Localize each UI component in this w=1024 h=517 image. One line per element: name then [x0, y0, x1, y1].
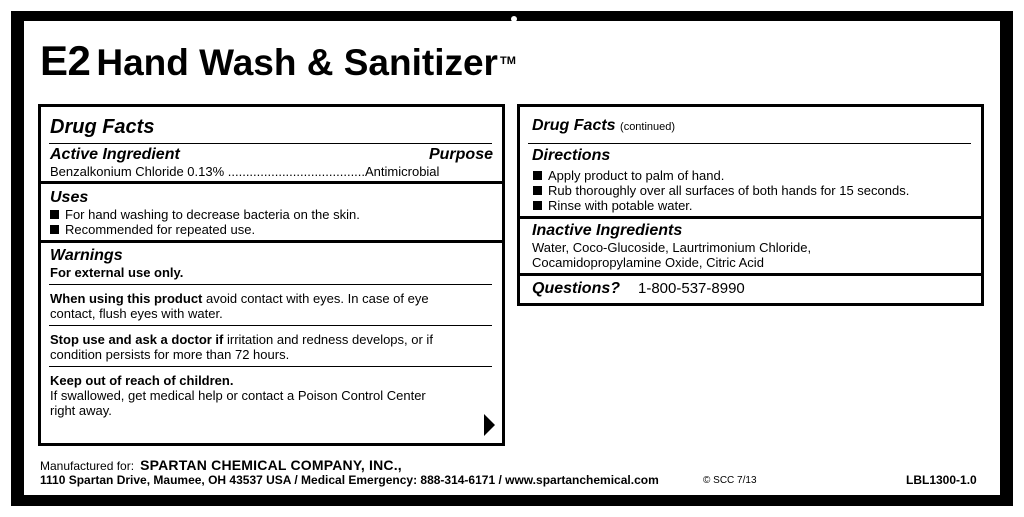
trademark-symbol: TM: [499, 55, 516, 67]
drug-facts-continued-panel: [517, 104, 984, 306]
brand-name: E2: [40, 37, 91, 84]
swallowed-warning: If swallowed, get medical help or contact a Poison Control Center: [50, 388, 426, 403]
bullet-icon: [50, 225, 59, 234]
when-using-warning: When using this product avoid contact with eyes. In case of eye: [50, 291, 429, 306]
product-name: Hand Wash & Sanitizer: [96, 42, 498, 83]
drug-facts-cont-heading: Drug Facts (continued): [532, 117, 676, 134]
section-divider: [520, 216, 981, 219]
company-name: SPARTAN CHEMICAL COMPANY, INC.,: [140, 457, 402, 473]
direction-item: Rinse with potable water.: [533, 198, 693, 213]
divider: [49, 325, 492, 326]
active-ingredient-line: Benzalkonium Chloride 0.13% ......................................Antimicrobial: [50, 164, 440, 179]
section-divider: [520, 273, 981, 276]
divider: [49, 284, 492, 285]
uses-item: Recommended for repeated use.: [50, 222, 255, 237]
divider: [528, 143, 971, 144]
bullet-icon: [533, 171, 542, 180]
product-title: [40, 37, 516, 84]
bullet-icon: [50, 210, 59, 219]
uses-item: For hand washing to decrease bacteria on the skin.: [50, 207, 360, 222]
inactive-ingredients-line: Cocamidopropylamine Oxide, Citric Acid: [532, 255, 764, 270]
active-ingredient-heading: Active Ingredient: [50, 146, 180, 163]
drug-facts-heading: Drug Facts: [50, 116, 155, 138]
address-line: 1110 Spartan Drive, Maumee, OH 43537 USA / Medical Emergency: 888-314-6171 / www.spartanchemical.com: [40, 473, 659, 487]
copyright-note: © SCC 7/13: [703, 475, 757, 486]
phone-number: 1-800-537-8990: [638, 280, 745, 297]
bullet-icon: [533, 201, 542, 210]
when-using-warning-cont: contact, flush eyes with water.: [50, 306, 223, 321]
direction-item: Apply product to palm of hand.: [533, 168, 724, 183]
warnings-heading: Warnings: [50, 247, 123, 264]
continue-arrow-icon: [484, 414, 495, 436]
questions-heading: Questions?: [532, 280, 621, 297]
continued-note: (continued): [620, 121, 676, 133]
keep-out-warning: Keep out of reach of children.: [50, 373, 234, 388]
inactive-ingredients-heading: Inactive Ingredients: [532, 222, 683, 239]
divider: [49, 143, 492, 144]
bullet-icon: [533, 186, 542, 195]
purpose-heading: Purpose: [428, 146, 493, 163]
direction-item: Rub thoroughly over all surfaces of both hands for 15 seconds.: [533, 183, 909, 198]
section-divider: [41, 181, 502, 184]
uses-heading: Uses: [50, 189, 89, 206]
stop-use-warning: Stop use and ask a doctor if irritation and redness develops, or if: [50, 332, 433, 347]
swallowed-warning-cont: right away.: [50, 403, 112, 418]
divider: [49, 366, 492, 367]
section-divider: [41, 240, 502, 243]
inactive-ingredients-line: Water, Coco-Glucoside, Laurtrimonium Chloride,: [532, 240, 812, 255]
label-code: LBL1300-1.0: [906, 473, 977, 487]
manufacturer-line: [40, 458, 402, 472]
external-use-warning: For external use only.: [50, 265, 184, 280]
manufactured-for-label: Manufactured for:: [40, 459, 135, 473]
directions-heading: Directions: [532, 147, 611, 164]
stop-use-warning-cont: condition persists for more than 72 hours.: [50, 347, 290, 362]
drug-facts-panel: [38, 104, 505, 446]
